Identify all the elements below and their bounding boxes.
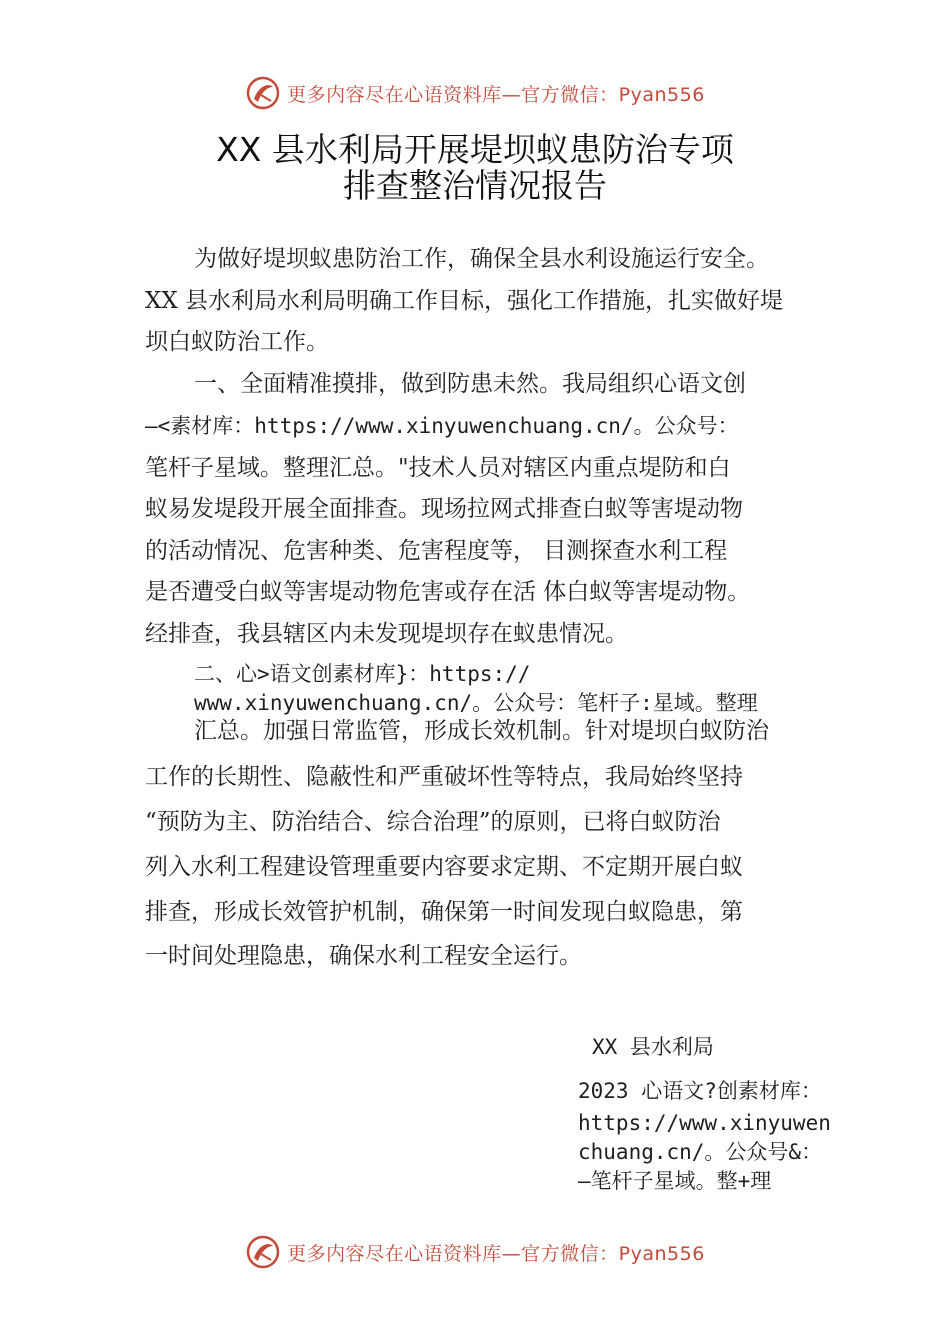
- body-line: 工作的长期性、隐蔽性和严重破坏性等特点，我局始终坚持: [145, 764, 743, 790]
- body-line: “预防为主、防治结合、综合治理”的原则，已将白蚁防治: [145, 809, 721, 835]
- banner-text: 更多内容尽在心语资料库—官方微信：Pyan556: [287, 1242, 705, 1265]
- body-line: 一、全面精准摸排，做到防患未然。我局组织心语文创: [194, 371, 746, 397]
- body-line: 列入水利工程建设管理重要内容要求定期、不定期开展白蚁: [145, 854, 743, 880]
- footer-banner: [0, 1232, 950, 1272]
- brand-logo-icon: [245, 75, 281, 111]
- body-line: 笔杆子星域。整理汇总。"技术人员对辖区内重点堤防和白: [145, 455, 731, 481]
- title-line-2: 排查整治情况报告: [343, 166, 607, 205]
- body-line: 二、心>语文创素材库}：https://: [194, 662, 531, 686]
- header-banner: [0, 73, 950, 113]
- title-line-1: XX 县水利局开展堤坝蚁患防治专项: [216, 130, 734, 169]
- signature-line: —笔杆子星域。整+理: [578, 1169, 772, 1193]
- signature-org: XX 县水利局: [592, 1035, 714, 1059]
- body-line: 经排查，我县辖区内未发现堤坝存在蚁患情况。: [145, 621, 628, 647]
- body-line: 坝白蚁防治工作。: [145, 329, 329, 355]
- body-line: 为做好堤坝蚁患防治工作，确保全县水利设施运行安全。: [194, 246, 769, 272]
- body-line: 排查，形成长效管护机制，确保第一时间发现白蚁隐患，第: [145, 899, 743, 925]
- signature-line: chuang.cn/。公众号&：: [578, 1140, 823, 1164]
- body-line: 的活动情况、危害种类、危害程度等， 目测探查水利工程: [145, 538, 728, 564]
- signature-line: https://www.xinyuwen: [578, 1111, 831, 1135]
- banner-text: 更多内容尽在心语资料库—官方微信：Pyan556: [287, 83, 705, 106]
- body-line: www.xinyuwenchuang.cn/。公众号：笔杆子:星域。整理: [194, 691, 758, 715]
- signature-line: 2023 心语文?创素材库：: [578, 1079, 822, 1103]
- body-line: 一时间处理隐患，确保水利工程安全运行。: [145, 943, 582, 969]
- body-line: 是否遭受白蚁等害堤动物危害或存在活 体白蚁等害堤动物。: [145, 579, 751, 605]
- body-line: —<素材库：https://www.xinyuwenchuang.cn/。公众号：: [145, 414, 739, 438]
- brand-logo-icon: [245, 1234, 281, 1270]
- page-title: [0, 132, 950, 204]
- body-line: 蚁易发堤段开展全面排查。现场拉网式排查白蚁等害堤动物: [145, 496, 743, 522]
- body-line: XX 县水利局水利局明确工作目标，强化工作措施，扎实做好堤: [145, 288, 784, 314]
- body-line: 汇总。加强日常监管，形成长效机制。针对堤坝白蚁防治: [194, 718, 769, 744]
